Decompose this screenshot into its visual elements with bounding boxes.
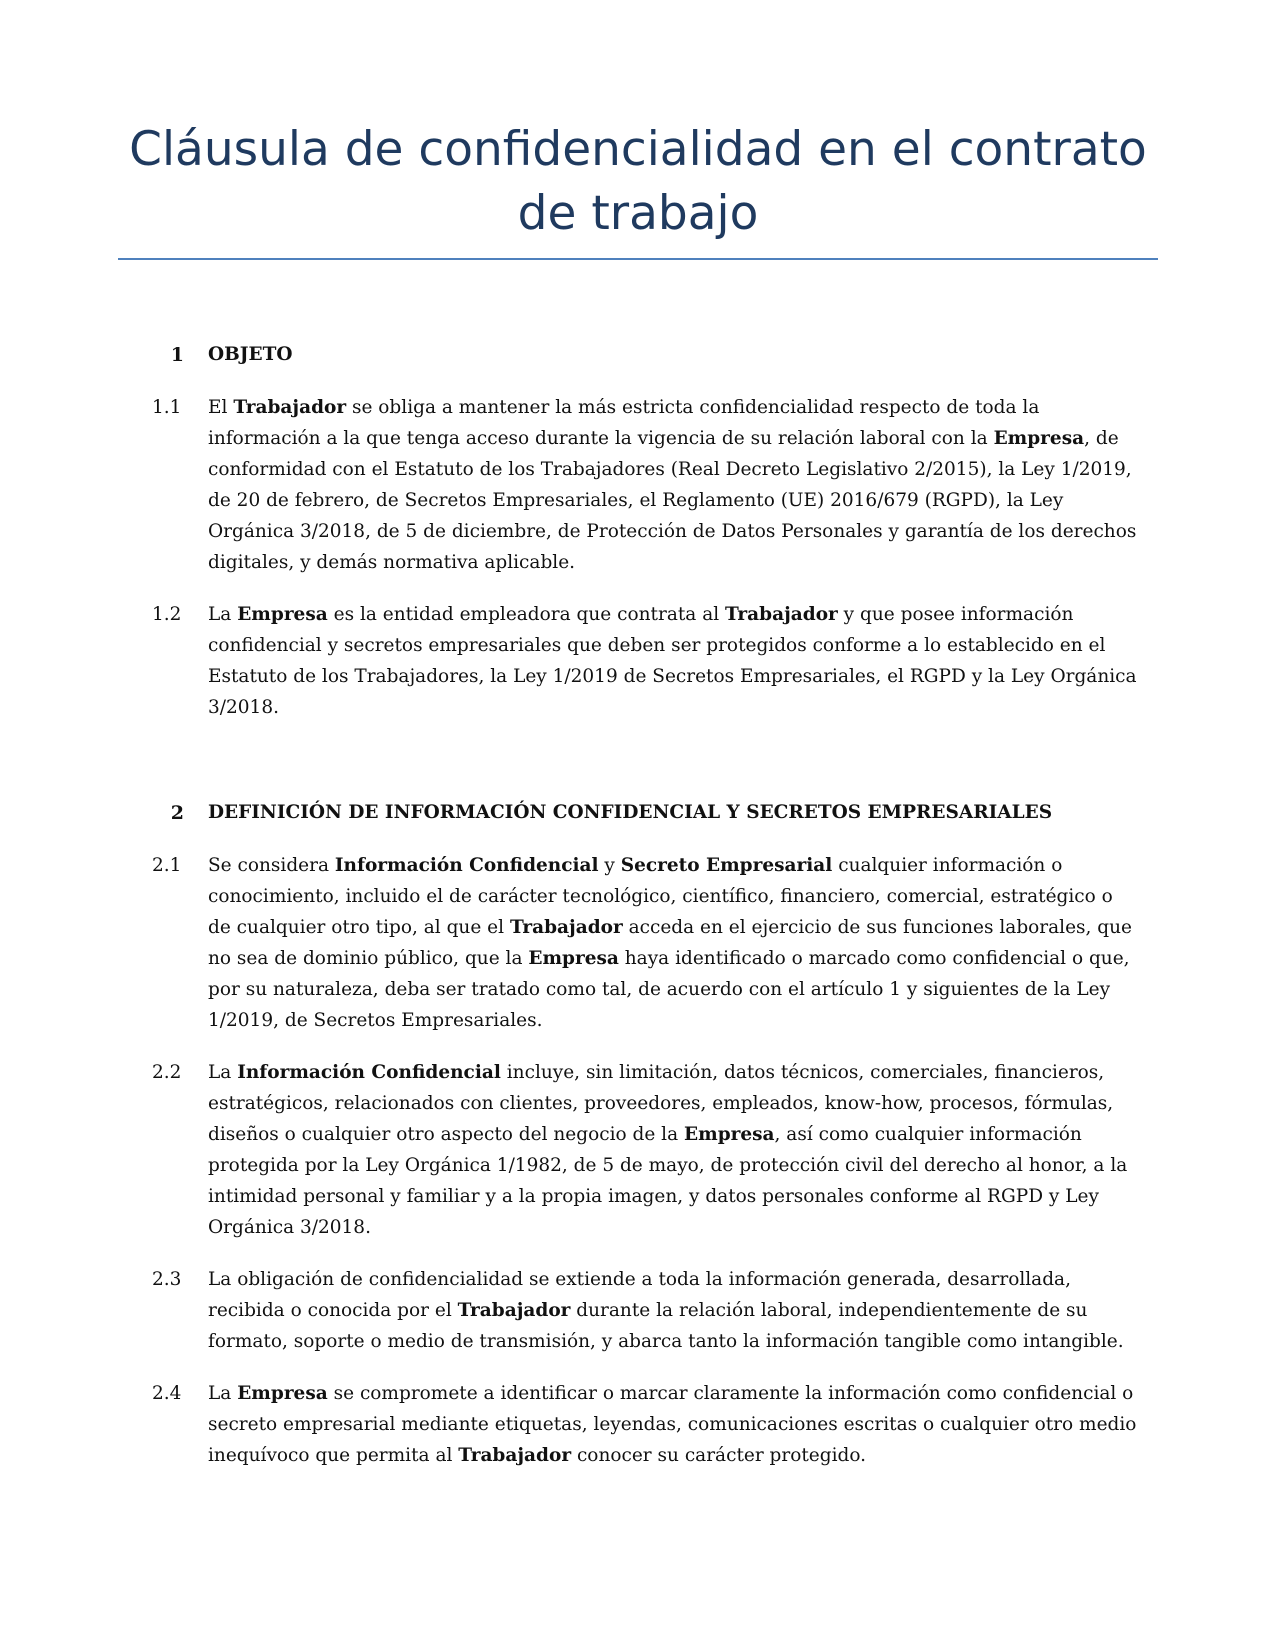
clause-1-1 [0,392,1275,578]
defined-term: Empresa [993,428,1085,449]
defined-term: Empresa [237,604,328,625]
clause-text-run: cualquier información o conocimiento, incluido el de carácter tecnológico, científico, financiero, comercial, estratégico o de cualquier otro tipo, al que el [208,855,1113,938]
clause-text-run: haya identificado o marcado como confidencial o que, por su naturaleza, deba ser tratado como tal, de acuerdo con el artículo 1 y siguientes de la Ley 1/2019, de Secretos Empresariales. [208,948,1130,1031]
clause-text [208,1057,1138,1243]
title-divider [118,258,1158,260]
clause-text [208,392,1138,578]
clause-text [208,850,1138,1036]
clause-text-run: La obligación de confidencialidad se extiende a toda la información generada, desarrollada, recibida o conocida por el [208,1269,1071,1321]
clause-list [0,850,1275,1471]
clause-text-run: conocer su carácter protegido. [571,1445,867,1466]
clause-text [208,1378,1138,1471]
clause-2-2 [0,1057,1275,1243]
clause-number: 1.2 [152,604,182,625]
defined-term: Información Confidencial [334,855,599,876]
clause-text [208,599,1138,723]
clause-text-run: El [208,397,234,418]
defined-term: Secreto Empresarial [620,855,833,876]
defined-term: Empresa [684,1124,775,1145]
defined-term: Trabajador [457,1300,571,1321]
clause-number: 2.2 [152,1062,182,1083]
clause-text-run: incluye, sin limitación, datos técnicos, comerciales, financieros, estratégicos, relacionados con clientes, proveedores, empleados, know-how, procesos, fórmulas, diseños o cualquier otro aspecto del negocio de la [208,1062,1114,1145]
section-title: OBJETO [208,344,293,365]
clause-2-3 [0,1264,1275,1357]
clause-text-run: La [208,1062,238,1083]
section-title: DEFINICIÓN DE INFORMACIÓN CONFIDENCIAL Y SECRETOS EMPRESARIALES [208,802,1053,823]
clause-text-run: , de conformidad con el Estatuto de los Trabajadores (Real Decreto Legislativo 2/2015), la Ley 1/2019, de 20 de febrero, de Secretos Empresariales, el Reglamento (UE) 2016/679 (RGPD), la Ley Orgánica 3/2018, de 5 de diciembre, de Protección de Datos Personales y garantía de los derechos digitales, y demás normativa aplicable. [208,428,1137,573]
clause-list [0,392,1275,723]
clause-1-2 [0,599,1275,723]
clause-text-run: se compromete a identificar o marcar claramente la información como confidencial o secreto empresarial mediante etiquetas, leyendas, comunicaciones escritas o cualquier otro medio inequívoco que permita al [208,1383,1137,1466]
clause-text-run: Se considera [208,855,335,876]
clause-text-run: La [208,604,238,625]
section-heading [0,798,1275,828]
section-objeto [0,340,1275,744]
clause-text-run: se obliga a mantener la más estricta confidencialidad respecto de toda la información a la que tenga acceso durante la vigencia de su relación laboral con la [208,397,1040,449]
section-heading [0,340,1275,370]
defined-term: Trabajador [458,1445,572,1466]
clause-text-run: acceda en el ejercicio de sus funciones laborales, que no sea de dominio público, que la [208,917,1133,969]
clause-number: 2.4 [152,1383,182,1404]
clause-text-run: , así como cualquier información protegida por la Ley Orgánica 1/1982, de 5 de mayo, de protección civil del derecho al honor, a la intimidad personal y familiar y a la propia imagen, y datos personales conforme al RGPD y Ley Orgánica 3/2018. [208,1124,1128,1238]
defined-term: Trabajador [233,397,347,418]
clause-2-1 [0,850,1275,1036]
clause-number: 2.3 [152,1269,182,1290]
defined-term: Empresa [528,948,619,969]
clause-text-run: y [598,855,621,876]
clause-text-run: es la entidad empleadora que contrata al [327,604,726,625]
section-definicion [0,798,1275,1492]
defined-term: Información Confidencial [237,1062,501,1083]
clause-text-run: La [208,1383,238,1404]
clause-text [208,1264,1138,1357]
clause-number: 2.1 [152,855,182,876]
section-number: 1 [170,344,184,366]
clause-text-run: durante la relación laboral, independientemente de su formato, soporte o medio de transmisión, y abarca tanto la información tangible como intangible. [208,1300,1124,1352]
document-title: Cláusula de confidencialidad en el contrato de trabajo [129,122,1147,241]
clause-2-4 [0,1378,1275,1471]
clause-text-run: y que posee información confidencial y secretos empresariales que deben ser protegidos conforme a lo establecido en el Estatuto de los Trabajadores, la Ley 1/2019 de Secretos Empresariales, el RGPD y la Ley Orgánica 3/2018. [208,604,1137,718]
defined-term: Empresa [237,1383,328,1404]
clause-number: 1.1 [152,397,182,418]
section-number: 2 [170,802,184,824]
defined-term: Trabajador [725,604,838,625]
defined-term: Trabajador [509,917,623,938]
